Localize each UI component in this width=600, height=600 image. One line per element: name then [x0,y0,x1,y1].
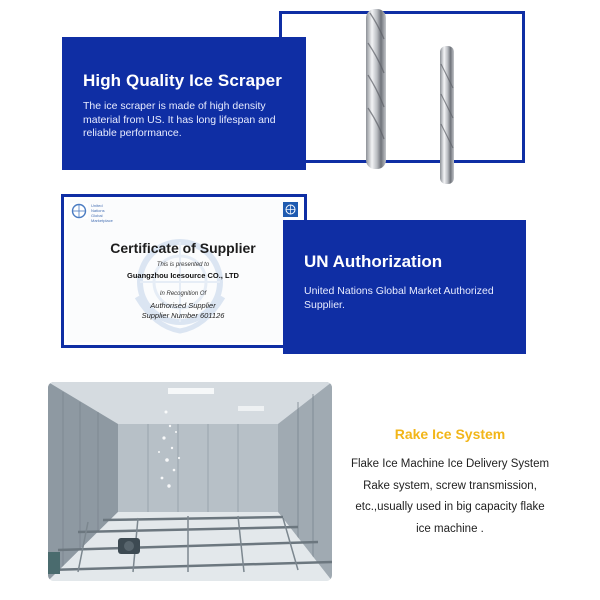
org-line: United [91,203,103,208]
un-logo-icon [70,203,88,219]
org-line: Marketplace [91,218,113,223]
rake-system-illustration [48,382,332,581]
rake-description-line: ice machine . [416,522,484,535]
scraper-description: The ice scraper is made of high density material from US. It has long lifespan and reliable performance. [83,100,276,139]
certificate-recognition: In Recognition Of [159,291,207,297]
un-info-panel [283,220,526,354]
un-description: United Nations Global Market Authorized Supplier. [304,285,494,311]
rake-description-line: etc.,usually used in big capacity flake [355,501,545,513]
certificate-supplier-number: Supplier Number 601126 [141,311,225,320]
certificate-company: Guangzhou Icesource CO., LTD [127,271,239,280]
ice-scraper-small-image [436,44,458,189]
un-org-name [91,203,113,223]
scraper-title: High Quality Ice Scraper [83,71,282,90]
rake-system-photo [48,382,332,581]
certificate-role: Authorised Supplier [150,301,216,310]
rake-description-line: Flake Ice Machine Ice Delivery System [350,458,550,470]
org-line: Nations [91,208,105,213]
un-badge-icon [283,202,298,217]
scraper-info-panel [62,37,306,170]
rake-description [336,454,564,540]
scraper-image-frame [279,11,525,163]
ice-scraper-large-image [362,3,392,173]
org-line: Global [91,213,103,218]
certificate-title: Certificate of Supplier [110,240,256,256]
rake-description-line: Rake system, screw transmission, [363,479,537,492]
certificate-presented-to: This is presented to [156,262,210,268]
rake-title: Rake Ice System [394,426,506,442]
un-title: UN Authorization [304,252,443,271]
